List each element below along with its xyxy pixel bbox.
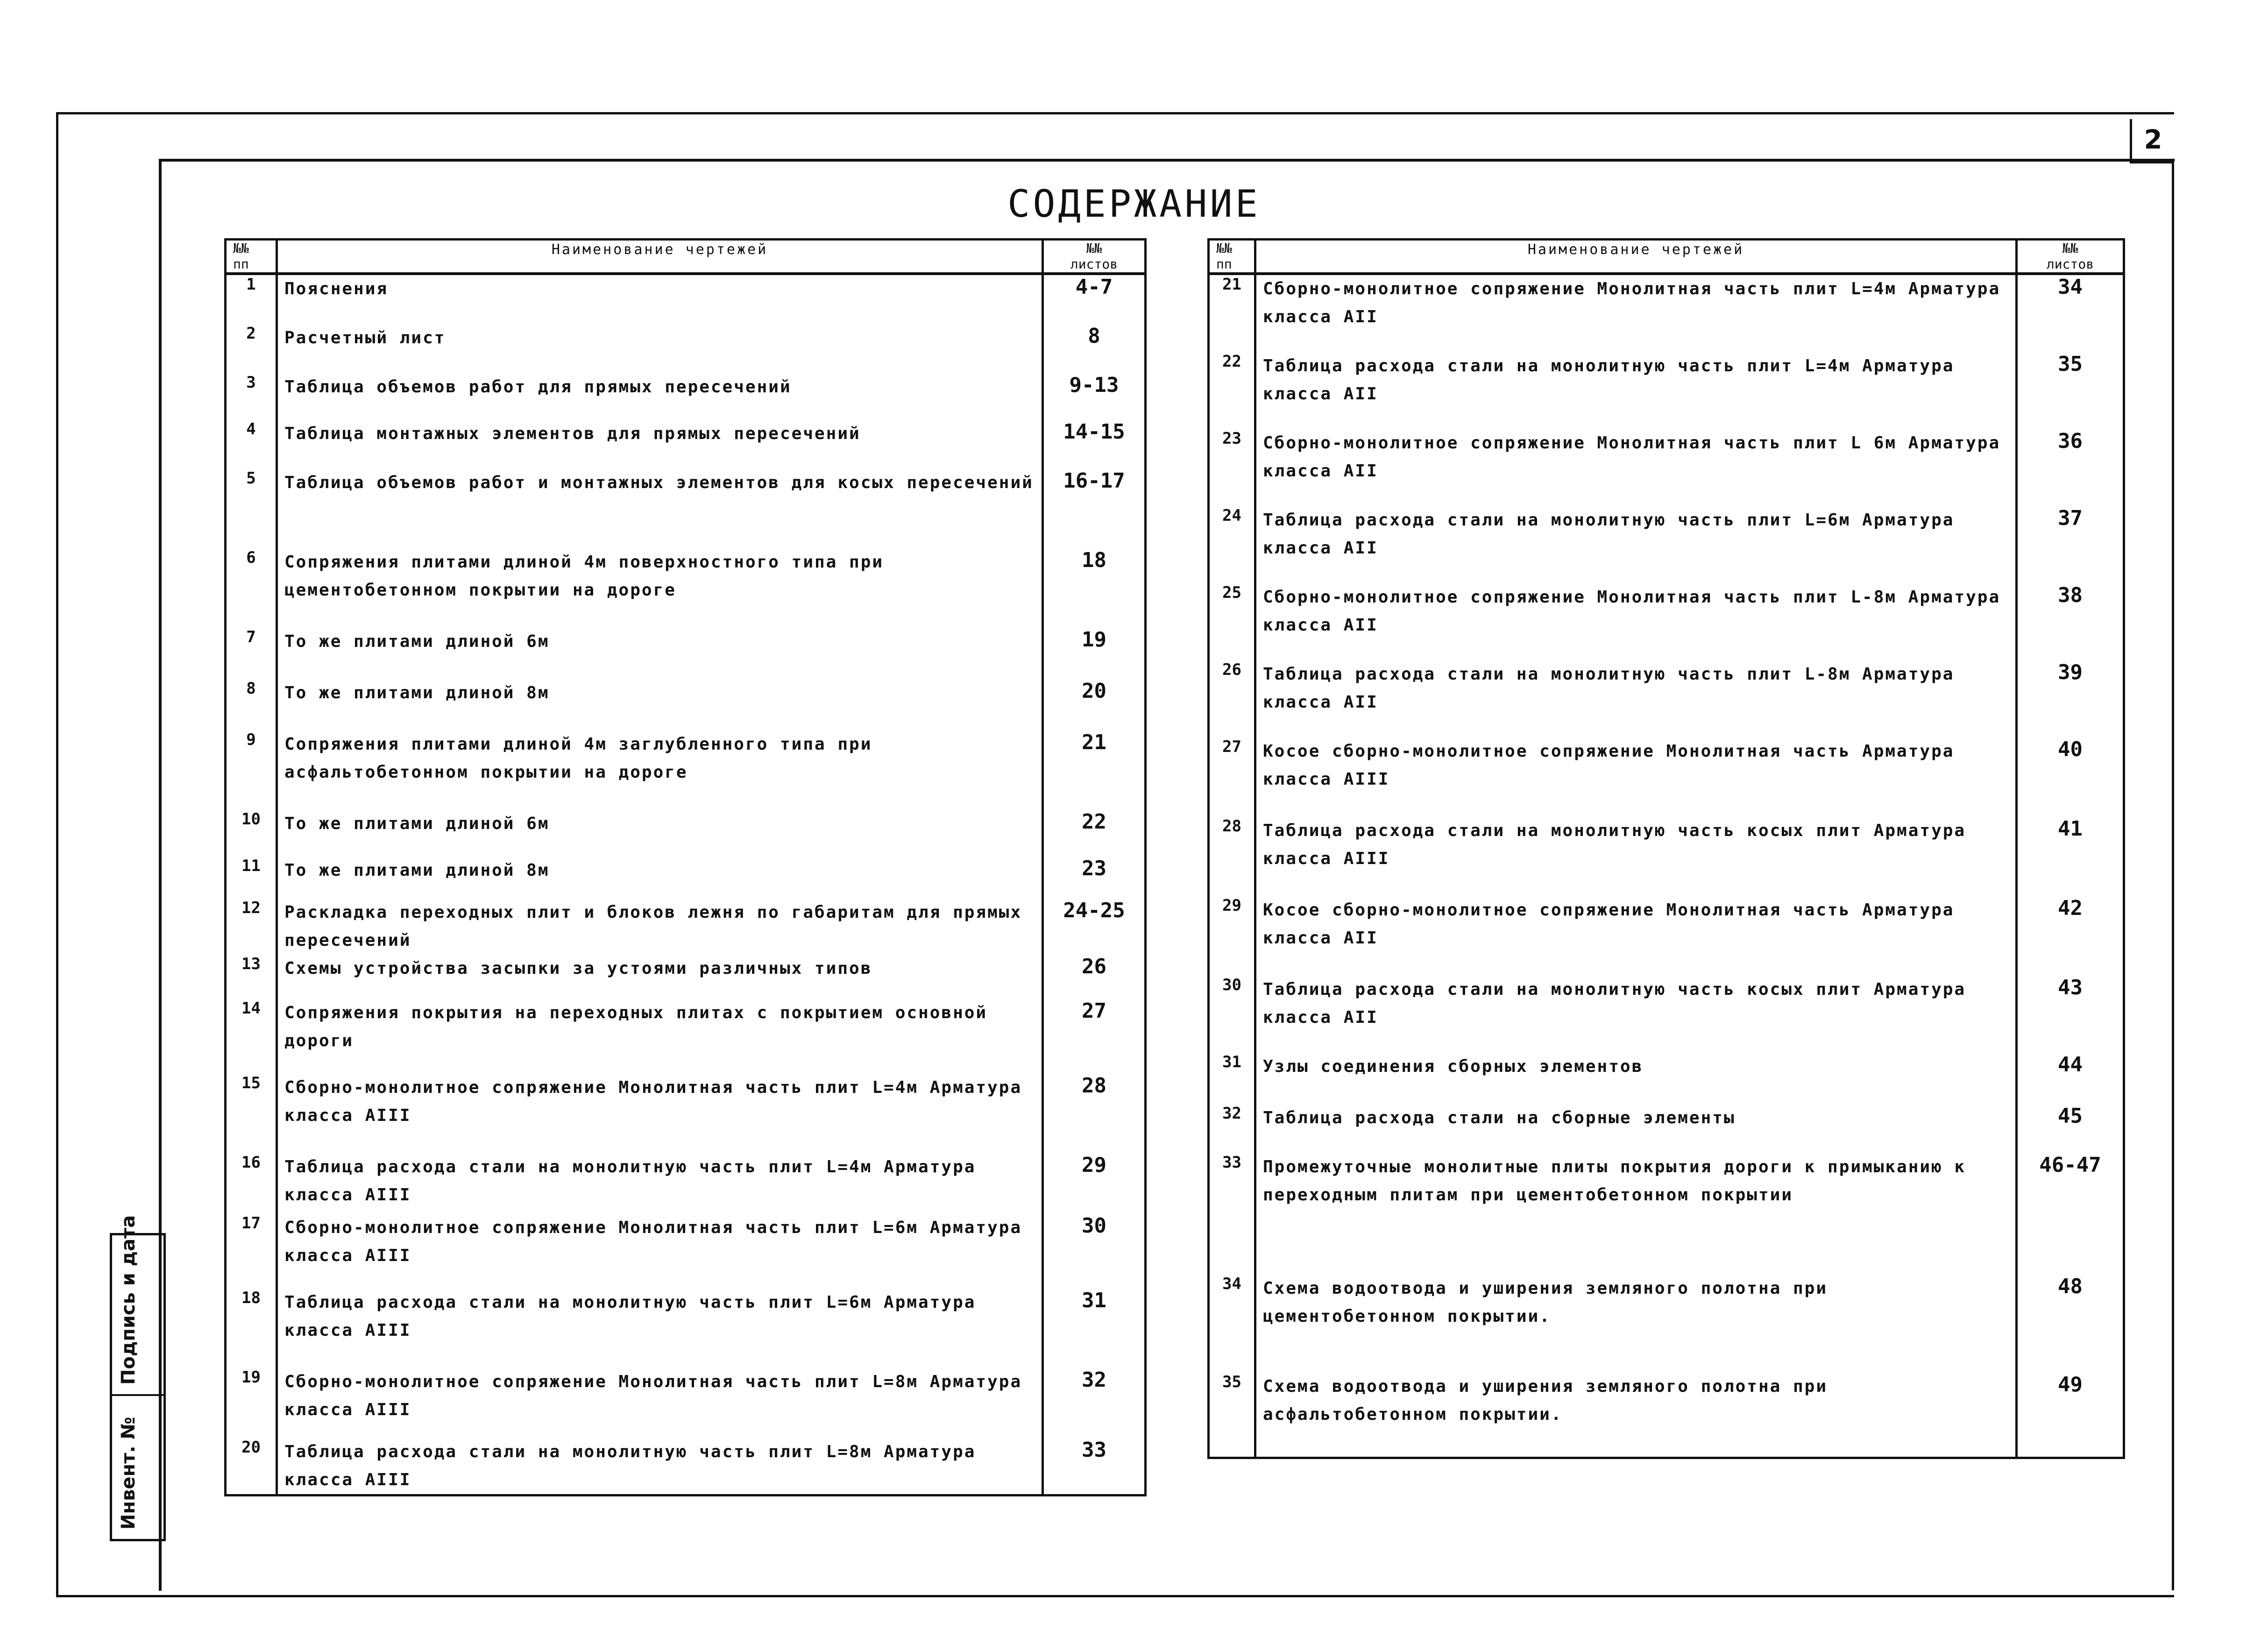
row-sheets: 31 bbox=[1043, 1289, 1146, 1368]
table-row bbox=[226, 373, 1146, 420]
row-title: Сборно-монолитное сопряжение Монолитная часть плит L=6м Арматура класса АIII bbox=[277, 1214, 1043, 1289]
row-number: 18 bbox=[226, 1289, 277, 1368]
row-title: Расчетный лист bbox=[277, 324, 1043, 373]
row-sheets: 28 bbox=[1043, 1074, 1146, 1153]
row-sheets: 39 bbox=[2017, 660, 2124, 737]
row-number: 1 bbox=[226, 274, 277, 324]
table-row bbox=[226, 1074, 1146, 1153]
row-title: Таблица монтажных элементов для прямых пересечений bbox=[277, 420, 1043, 469]
row-sheets: 23 bbox=[1043, 857, 1146, 899]
row-number: 14 bbox=[226, 999, 277, 1074]
row-sheets: 46-47 bbox=[2017, 1153, 2124, 1275]
header-sheets bbox=[1043, 240, 1146, 274]
row-number: 33 bbox=[1209, 1153, 1255, 1275]
header-sheets-line1: №№ bbox=[2062, 241, 2078, 256]
row-sheets: 40 bbox=[2017, 737, 2124, 817]
row-number: 24 bbox=[1209, 506, 1255, 583]
table-row bbox=[1209, 660, 2124, 737]
row-title: Сопряжения плитами длиной 4м поверхностного типа при цементобетонном покрытии на дороге bbox=[277, 548, 1043, 628]
row-number: 8 bbox=[226, 679, 277, 730]
row-title: Схемы устройства засыпки за устоями различных типов bbox=[277, 955, 1043, 999]
row-title: Таблица расхода стали на монолитную часть плит L=4м Арматура класса АIII bbox=[277, 1153, 1043, 1214]
row-number: 13 bbox=[226, 955, 277, 999]
stamp-cell-inventory bbox=[112, 1394, 163, 1534]
row-title: Таблица расхода стали на монолитную часть плит L=4м Арматура класса АII bbox=[1255, 352, 2017, 429]
table-row bbox=[1209, 1373, 2124, 1458]
table-row bbox=[226, 810, 1146, 857]
row-sheets: 33 bbox=[1043, 1438, 1146, 1495]
row-title: Схема водоотвода и уширения земляного полотна при асфальтобетонном покрытии. bbox=[1255, 1373, 2017, 1458]
table-row bbox=[1209, 429, 2124, 506]
row-number: 15 bbox=[226, 1074, 277, 1153]
contents-table-right bbox=[1207, 238, 2125, 1459]
table-row bbox=[1209, 352, 2124, 429]
row-sheets: 14-15 bbox=[1043, 420, 1146, 469]
row-title: Раскладка переходных плит и блоков лежня по габаритам для прямых пересечений bbox=[277, 899, 1043, 955]
row-sheets: 44 bbox=[2017, 1053, 2124, 1104]
table-row bbox=[226, 955, 1146, 999]
table-row bbox=[226, 857, 1146, 899]
row-sheets: 22 bbox=[1043, 810, 1146, 857]
row-title: Таблица расхода стали на монолитную часть косых плит Арматура класса АIII bbox=[1255, 817, 2017, 896]
row-number: 11 bbox=[226, 857, 277, 899]
table-row bbox=[1209, 896, 2124, 976]
page-title: СОДЕРЖАНИЕ bbox=[1007, 182, 1261, 226]
row-sheets: 20 bbox=[1043, 679, 1146, 730]
table-row bbox=[226, 1368, 1146, 1438]
row-number: 30 bbox=[1209, 976, 1255, 1053]
table-row bbox=[226, 1153, 1146, 1214]
row-number: 29 bbox=[1209, 896, 1255, 976]
row-number: 22 bbox=[1209, 352, 1255, 429]
row-sheets: 36 bbox=[2017, 429, 2124, 506]
row-sheets: 45 bbox=[2017, 1104, 2124, 1153]
row-number: 26 bbox=[1209, 660, 1255, 737]
table-row bbox=[226, 1438, 1146, 1495]
row-title: То же плитами длиной 8м bbox=[277, 679, 1043, 730]
row-title: Сборно-монолитное сопряжение Монолитная часть плит L 6м Арматура класса АII bbox=[1255, 429, 2017, 506]
row-title: Таблица расхода стали на монолитную часть косых плит Арматура класса АII bbox=[1255, 976, 2017, 1053]
header-num-line2: пп bbox=[233, 256, 249, 272]
row-sheets: 9-13 bbox=[1043, 373, 1146, 420]
table-row bbox=[1209, 506, 2124, 583]
table-row bbox=[1209, 976, 2124, 1053]
row-title: Сопряжения плитами длиной 4м заглубленного типа при асфальтобетонном покрытии на дороге bbox=[277, 730, 1043, 810]
row-title: Таблица расхода стали на монолитную часть плит L=8м Арматура класса АIII bbox=[277, 1438, 1043, 1495]
row-sheets: 37 bbox=[2017, 506, 2124, 583]
table-row bbox=[226, 679, 1146, 730]
table-row bbox=[226, 628, 1146, 679]
header-sheets-line2: листов bbox=[1070, 256, 1118, 272]
row-number: 27 bbox=[1209, 737, 1255, 817]
row-title: Косое сборно-монолитное сопряжение Монолитная часть Арматура класса АII bbox=[1255, 896, 2017, 976]
table-row bbox=[226, 469, 1146, 548]
table-row bbox=[226, 899, 1146, 955]
table-row bbox=[226, 1289, 1146, 1368]
contents-table-left bbox=[224, 238, 1147, 1496]
contents-right-body bbox=[1209, 274, 2124, 1458]
row-number: 28 bbox=[1209, 817, 1255, 896]
header-sheets-line2: листов bbox=[2046, 256, 2094, 272]
row-sheets: 26 bbox=[1043, 955, 1146, 999]
row-number: 2 bbox=[226, 324, 277, 373]
header-name: Наименование чертежей bbox=[1255, 240, 2017, 274]
table-header-row bbox=[226, 240, 1146, 274]
row-title: Косое сборно-монолитное сопряжение Монолитная часть Арматура класса АIII bbox=[1255, 737, 2017, 817]
row-title: Таблица расхода стали на сборные элементы bbox=[1255, 1104, 2017, 1153]
table-row bbox=[1209, 274, 2124, 352]
row-sheets: 29 bbox=[1043, 1153, 1146, 1214]
row-title: Сопряжения покрытия на переходных плитах с покрытием основной дороги bbox=[277, 999, 1043, 1074]
header-num bbox=[226, 240, 277, 274]
contents-left-body bbox=[226, 274, 1146, 1495]
row-title: Таблица расхода стали на монолитную часть плит L-8м Арматура класса АII bbox=[1255, 660, 2017, 737]
row-sheets: 41 bbox=[2017, 817, 2124, 896]
table-row bbox=[1209, 1275, 2124, 1373]
header-num-line1: №№ bbox=[233, 241, 249, 256]
row-number: 3 bbox=[226, 373, 277, 420]
stamp-inventory-label: Инвент. № bbox=[118, 1417, 139, 1530]
row-title: Сборно-монолитное сопряжение Монолитная часть плит L=4м Арматура класса АII bbox=[1255, 274, 2017, 352]
header-name: Наименование чертежей bbox=[277, 240, 1043, 274]
row-number: 5 bbox=[226, 469, 277, 548]
table-row bbox=[226, 548, 1146, 628]
sheet-number: 2 bbox=[2130, 119, 2174, 163]
row-title: Пояснения bbox=[277, 274, 1043, 324]
stamp-cell-signature bbox=[112, 1215, 163, 1396]
row-sheets: 27 bbox=[1043, 999, 1146, 1074]
row-number: 25 bbox=[1209, 583, 1255, 660]
row-title: Сборно-монолитное сопряжение Монолитная часть плит L=4м Арматура класса АIII bbox=[277, 1074, 1043, 1153]
row-title: Сборно-монолитное сопряжение Монолитная часть плит L-8м Арматура класса АII bbox=[1255, 583, 2017, 660]
row-title: То же плитами длиной 8м bbox=[277, 857, 1043, 899]
row-title: Промежуточные монолитные плиты покрытия дороги к примыканию к переходным плитам при цементобетонном покрытии bbox=[1255, 1153, 2017, 1275]
row-sheets: 4-7 bbox=[1043, 274, 1146, 324]
row-number: 23 bbox=[1209, 429, 1255, 506]
sheet-right-border bbox=[2172, 161, 2174, 1590]
row-number: 16 bbox=[226, 1153, 277, 1214]
row-title: То же плитами длиной 6м bbox=[277, 810, 1043, 857]
row-number: 19 bbox=[226, 1368, 277, 1438]
table-row bbox=[226, 324, 1146, 373]
row-sheets: 30 bbox=[1043, 1214, 1146, 1289]
header-num bbox=[1209, 240, 1255, 274]
row-sheets: 43 bbox=[2017, 976, 2124, 1053]
row-title: Таблица расхода стали на монолитную часть плит L=6м Арматура класса АIII bbox=[277, 1289, 1043, 1368]
table-row bbox=[1209, 1104, 2124, 1153]
row-sheets: 8 bbox=[1043, 324, 1146, 373]
row-sheets: 35 bbox=[2017, 352, 2124, 429]
row-sheets: 18 bbox=[1043, 548, 1146, 628]
table-row bbox=[1209, 817, 2124, 896]
table-row bbox=[1209, 583, 2124, 660]
row-sheets: 19 bbox=[1043, 628, 1146, 679]
row-title: Сборно-монолитное сопряжение Монолитная часть плит L=8м Арматура класса АIII bbox=[277, 1368, 1043, 1438]
table-row bbox=[1209, 1053, 2124, 1104]
row-number: 32 bbox=[1209, 1104, 1255, 1153]
stamp-signature-label: Подпись и дата bbox=[118, 1215, 139, 1385]
row-title: Таблица расхода стали на монолитную часть плит L=6м Арматура класса АII bbox=[1255, 506, 2017, 583]
row-number: 35 bbox=[1209, 1373, 1255, 1458]
row-number: 6 bbox=[226, 548, 277, 628]
side-stamp bbox=[110, 1215, 166, 1541]
header-num-line2: пп bbox=[1216, 256, 1232, 272]
row-number: 34 bbox=[1209, 1275, 1255, 1373]
row-sheets: 34 bbox=[2017, 274, 2124, 352]
row-sheets: 42 bbox=[2017, 896, 2124, 976]
row-title: Узлы соединения сборных элементов bbox=[1255, 1053, 2017, 1104]
row-number: 4 bbox=[226, 420, 277, 469]
row-sheets: 24-25 bbox=[1043, 899, 1146, 955]
row-title: То же плитами длиной 6м bbox=[277, 628, 1043, 679]
table-row bbox=[226, 730, 1146, 810]
table-row bbox=[1209, 1153, 2124, 1275]
row-title: Таблица объемов работ и монтажных элементов для косых пересечений bbox=[277, 469, 1043, 548]
row-sheets: 38 bbox=[2017, 583, 2124, 660]
table-row bbox=[226, 999, 1146, 1074]
row-sheets: 16-17 bbox=[1043, 469, 1146, 548]
row-number: 12 bbox=[226, 899, 277, 955]
table-row bbox=[226, 274, 1146, 324]
row-number: 31 bbox=[1209, 1053, 1255, 1104]
row-title: Таблица объемов работ для прямых пересечений bbox=[277, 373, 1043, 420]
row-number: 17 bbox=[226, 1214, 277, 1289]
table-header-row bbox=[1209, 240, 2124, 274]
row-sheets: 48 bbox=[2017, 1275, 2124, 1373]
table-row bbox=[226, 1214, 1146, 1289]
row-number: 10 bbox=[226, 810, 277, 857]
row-number: 9 bbox=[226, 730, 277, 810]
row-sheets: 21 bbox=[1043, 730, 1146, 810]
row-sheets: 49 bbox=[2017, 1373, 2124, 1458]
table-row bbox=[1209, 737, 2124, 817]
row-number: 20 bbox=[226, 1438, 277, 1495]
row-number: 7 bbox=[226, 628, 277, 679]
table-row bbox=[226, 420, 1146, 469]
header-sheets bbox=[2017, 240, 2124, 274]
header-sheets-line1: №№ bbox=[1086, 241, 1102, 256]
header-num-line1: №№ bbox=[1216, 241, 1232, 256]
row-number: 21 bbox=[1209, 274, 1255, 352]
row-sheets: 32 bbox=[1043, 1368, 1146, 1438]
row-title: Схема водоотвода и уширения земляного полотна при цементобетонном покрытии. bbox=[1255, 1275, 2017, 1373]
